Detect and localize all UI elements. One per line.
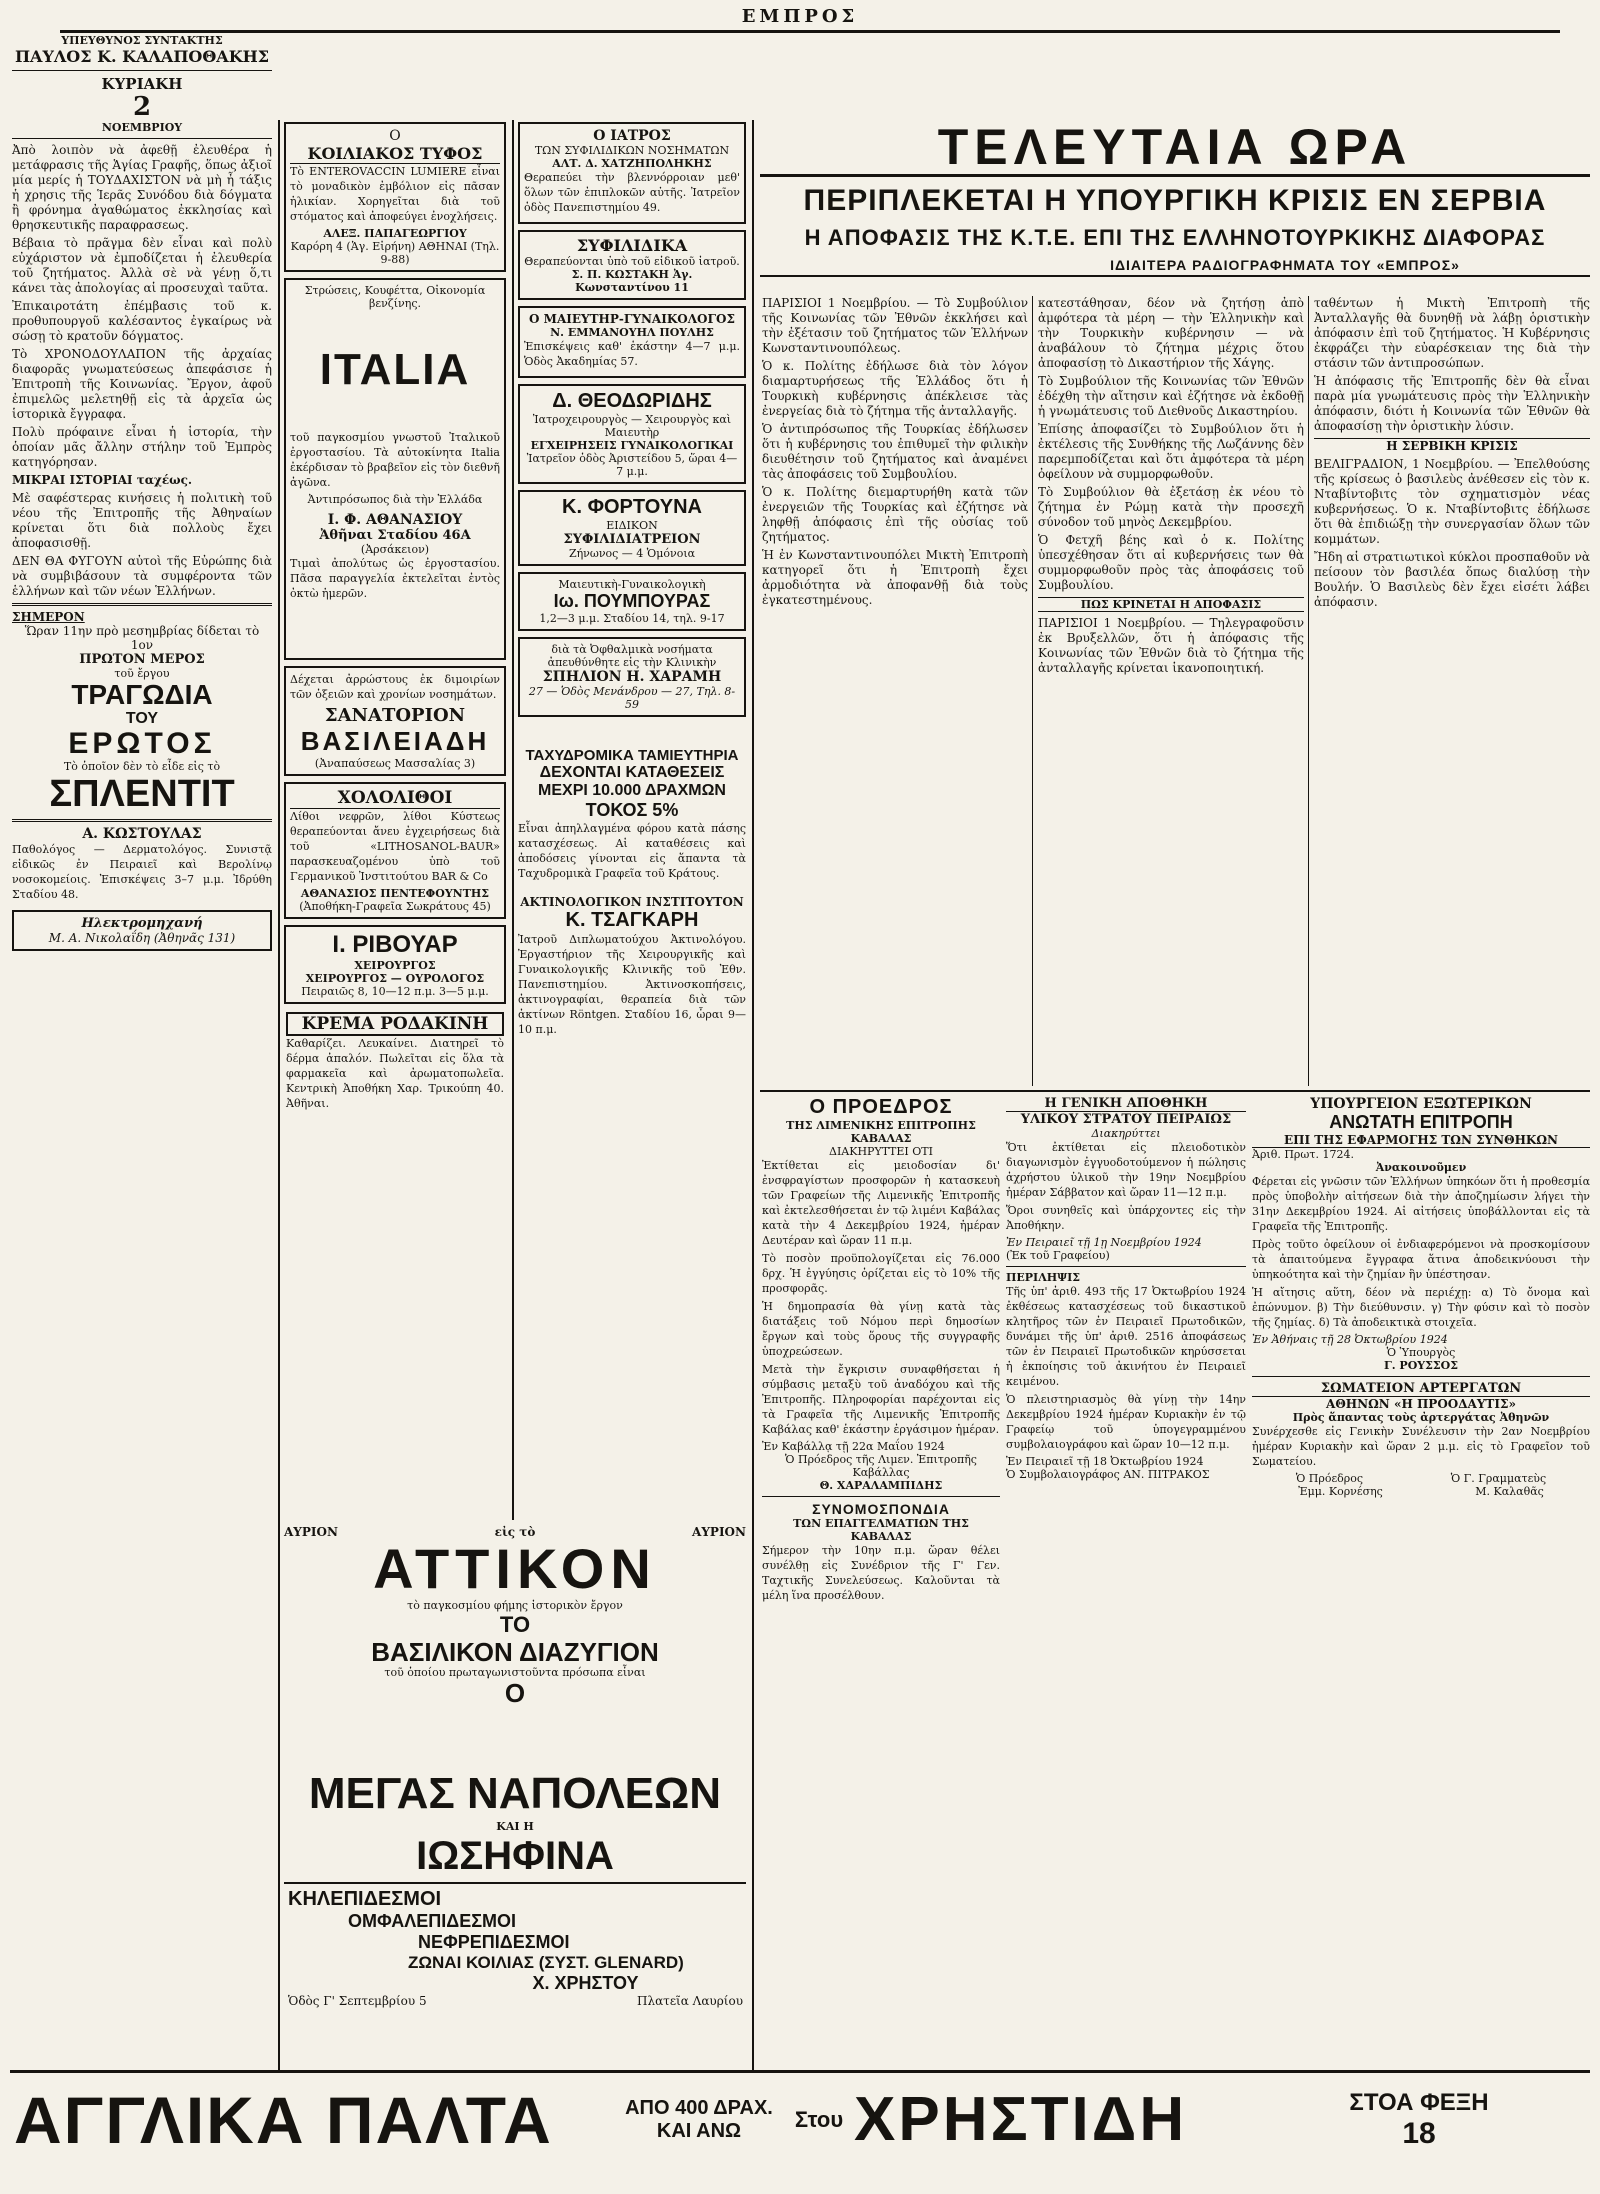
month-name: ΝΟΕΜΒΡΙΟΥ bbox=[101, 121, 183, 134]
bandages-ad bbox=[288, 1888, 743, 2008]
depot-sub: Διακηρύττει bbox=[1091, 1127, 1161, 1140]
fortuna-ad bbox=[518, 490, 746, 566]
tragedy-title: ΤΡΑΓΩΔΙΑ bbox=[71, 679, 213, 710]
splendid-title: ΣΠΛΕΝΤΙΤ bbox=[49, 773, 235, 815]
eye-clinic-addr: 27 — Ὁδὸς Μενάνδρου — 27, Τηλ. 8-59 bbox=[528, 685, 736, 711]
news-divider bbox=[1308, 296, 1309, 1086]
kai-label: ΚΑΙ Η bbox=[496, 1820, 534, 1833]
news-paragraph: Ἡ ἀπόφασις τῆς Ἐπιτροπῆς δὲν θὰ εἶναι παρὰ μία γνωμάτευσις πρὸς τὴν Ἑλληνικὴν ἀπόφασιν, διότι ἡ Κοινωνία τῶν Ἐθνῶν θὰ ἀποφασίσῃ τὴν ὁριστικὴν λύσιν. bbox=[1314, 374, 1590, 433]
bakers-union-title: ΑΘΗΝΩΝ «Η ΠΡΟΟΔΑΥΤΙΣ» bbox=[1326, 1397, 1516, 1411]
headline-3: ΙΔΙΑΙΤΕΡΑ ΡΑΔΙΟΓΡΑΦΗΜΑΤΑ ΤΟΥ «ΕΜΠΡΟΣ» bbox=[760, 255, 1590, 277]
left-column bbox=[12, 34, 272, 951]
typhoid-shop: ΑΛΕΞ. ΠΑΠΑΓΕΩΡΓΙΟΥ bbox=[323, 227, 467, 240]
news-col-3 bbox=[1314, 296, 1590, 613]
news-paragraph: Ἤδη αἱ στρατιωτικοὶ κύκλοι προσπαθοῦν νὰ πείσουν τὸν βασιλέα ὅπως διαλύσῃ τὴν Βουλήν. Ὁ Βασιλεὺς δὲν ἔχει εἰσέτι λάβει ἀπόφασιν. bbox=[1314, 550, 1590, 609]
italia-repr: Ἀντιπρόσωπος διὰ τὴν Ἑλλάδα bbox=[307, 493, 483, 506]
doctor-sub: ΤΩΝ ΣΥΦΙΛΙΔΙΚΩΝ ΝΟΣΗΜΑΤΩΝ bbox=[534, 144, 730, 157]
midwife-title: Ο ΜΑΙΕΥΤΗΡ-ΓΥΝΑΙΚΟΛΟΓΟΣ bbox=[529, 312, 735, 326]
italia-text: τοῦ παγκοσμίου γνωστοῦ Ἰταλικοῦ ἐργοστασίου. Τὰ αὐτοκίνητα Italia ἐκέρδισαν τὸ βραβεῖον εἰς τὸν διεθνῆ ἀγῶνα. bbox=[290, 431, 500, 489]
left-paragraph: Ἀπὸ λοιπὸν νὰ ἀφεθῇ ἐλευθέρα ἡ μετάφρασις τῆς Ἁγίας Γραφῆς, ὅπως ἀξιοῖ μία μερίς ἡ ΤΟΥΔΑΧΙΣΤΟΝ νὰ μὴ ἦ τάξις ἡ χρησις τῆς Ἱερᾶς Συνόδου διὰ δόγματα ἢ φρόνημα ἀγαθώματος ἐκκλησίας καὶ θρησκευτικῆς παραφρασεως. bbox=[12, 143, 272, 232]
news-paragraph: Ὁ κ. Πολίτης ἐδήλωσε διὰ τὸν λόγον διαμαρτυρήσεως τῆς Ἑλλάδος ὅτι ἡ Τουρκικὴ κυβέρνησις ἀπέκλεισε τὰς ἐνεργείας διὰ τὸ ζήτημα τῆς ἀνταλλαγῆς. bbox=[762, 359, 1028, 418]
news-paragraph: Ὁ κ. Πολίτης διεμαρτυρήθη κατὰ τῶν ἐνεργειῶν τῆς Τουρκίας καὶ ἐζήτησε νὰ ληφθῇ ἀπόφασις ἐπὶ τῆς οὐσίας τοῦ ζητήματος. bbox=[762, 485, 1028, 544]
doctor-ad bbox=[518, 122, 746, 224]
syphilis-ad bbox=[518, 230, 746, 300]
column-divider bbox=[752, 120, 754, 2070]
headline-1: ΠΕΡΙΠΛΕΚΕΤΑΙ Η ΥΠΟΥΡΓΙΚΗ ΚΡΙΣΙΣ ΕΝ ΣΕΡΒΙΑ bbox=[803, 184, 1547, 217]
to-label: ΤΟ bbox=[499, 1612, 531, 1637]
harbour-text: Ἐκτίθεται εἰς μειοδοσίαν δι' ἐνσφραγίστων προσφορῶν ἡ κατασκευὴ τῶν Γραφείων τῆς Λιμενικῆς Ἐπιτροπῆς καὶ ἐκτελεσθήσεται ἐν τῷ λιμένι Καβάλας κατὰ τὴν 4 Δεκεμβρίου 1924, ἡμέραν Δευτέραν καὶ ὥραν 11 π.μ. bbox=[762, 1159, 1000, 1247]
film-desc: τὸ παγκοσμίου φήμης ἱστορικὸν ἔργον bbox=[407, 1599, 623, 1612]
erotos-title: ΕΡΩΤΟΣ bbox=[68, 727, 216, 760]
syphilis-title: ΣΥΦΙΛΙΔΙΚΑ bbox=[576, 236, 688, 255]
savings-text: Εἶναι ἀπηλλαγμένα φόρου κατὰ πάσης κατασχέσεως. Αἱ καταθέσεις καὶ ἀποδόσεις γίνονται εἰς ἅπαντα τὰ Ταχυδρομικὰ Γραφεῖα τοῦ Κράτους. bbox=[518, 822, 746, 880]
news-paragraph: κατεστάθησαν, δέον νὰ ζητήσῃ ἀπὸ ἀμφότερα τὰ μέρη — τὴν Ἑλληνικὴν καὶ τὴν Τουρκικὴν κυβέρνησιν — νὰ ἀναβάλουν τὸ ζήτημα μέχρις ὅτου ἀποφασίσῃ τὸ Δικαστήριον τῆς Χάγης. bbox=[1038, 296, 1304, 370]
footer-coats: ΑΓΓΛΙΚΑ ΠΑΛΤΑ bbox=[14, 2083, 553, 2157]
union-title: ΣΥΝΟΜΟΣΠΟΝΔΙΑ bbox=[812, 1501, 950, 1517]
ministry-title: ΑΝΩΤΑΤΗ ΕΠΙΤΡΟΠΗ bbox=[1329, 1112, 1513, 1132]
kostoulas-text: Παθολόγος — Δερματολόγος. Συνιστᾷ εἰδικῶς ἐν Πειραιεῖ καὶ Βερολίνῳ νοσοκομείοις. Ἐπισκέψεις 3–7 μ.μ. Ἰδρύθη Σταδίου 48. bbox=[12, 843, 272, 901]
eye-clinic-text: διὰ τὰ Ὀφθαλμικὰ νοσήματα ἀπευθύνθητε εἰς τὴν Κλινικὴν bbox=[547, 643, 717, 669]
sanatorium-text: (Ἀναπαύσεως Μασσαλίας 3) bbox=[314, 757, 476, 770]
harbour-signer: Θ. ΧΑΡΑΛΑΜΠΙΔΗΣ bbox=[819, 1479, 943, 1492]
depot-sign: (Ἐκ τοῦ Γραφείου) bbox=[1006, 1249, 1110, 1262]
savings-line: ΜΕΧΡΙ 10.000 ΔΡΑΧΜΩΝ bbox=[538, 782, 726, 799]
ministry-date: Ἐν Ἀθήναις τῇ 28 Ὀκτωβρίου 1924 bbox=[1252, 1333, 1448, 1346]
bandage-addr: Ὁδὸς Γ' Σεπτεμβρίου 5 bbox=[288, 1994, 427, 2008]
news-subhead: ΠΩΣ ΚΡΙΝΕΤΑΙ Η ΑΠΟΦΑΣΙΣ bbox=[1038, 597, 1304, 612]
news-paragraph: ΒΕΛΙΓΡΑΔΙΟΝ, 1 Νοεμβρίου. — Ἐπελθούσης τῆς κρίσεως ὁ βασιλεὺς ἀνέθεσεν εἰς τὸν κ. Νταβίντοβιτς τὸν σχηματισμὸν νέας κυβερνήσεως. Ὁ κ. Νταβίντοβιτς ἐδήλωσε ὅτι θὰ ἐπιδιώξῃ τὴν συνεργασίαν ὅλων τῶν κομμάτων. bbox=[1314, 457, 1590, 546]
gallstones-title: ΧΟΛΟΛΙΘΟΙ bbox=[290, 788, 500, 809]
first-label: 1ον bbox=[130, 638, 154, 652]
bakers-sign-role: Ὁ Πρόεδρος bbox=[1295, 1472, 1364, 1485]
tomorrow-mid: εἰς τὸ bbox=[494, 1525, 536, 1539]
theodoridis-name: Δ. ΘΕΟΔΩΡΙΔΗΣ bbox=[552, 390, 712, 412]
gallstones-addr: (Ἀποθήκη-Γραφεῖα Σωκράτους 45) bbox=[299, 900, 491, 913]
poumpouras-ad bbox=[518, 572, 746, 631]
bakers-union-text: Συνέρχεσθε εἰς Γενικὴν Συνέλευσιν τὴν 2αν Νοεμβρίου ἡμέραν Κυριακὴν καὶ ὥραν 2 μ.μ. εἰς τὸ Γραφεῖον τοῦ Σωματείου. bbox=[1252, 1425, 1590, 1468]
news-paragraph: Τὸ Συμβούλιον τῆς Κοινωνίας τῶν Ἐθνῶν ἐδέχθη τὴν αἴτησιν καὶ ἐζήτησε νὰ ἐκδοθῇ ἡ γνωμάτευσις τοῦ Διεθνοῦς Δικαστηρίου. bbox=[1038, 374, 1304, 418]
sanatorium-ad bbox=[284, 666, 506, 776]
summary-date: Ἐν Πειραιεῖ τῇ 18 Ὀκτωβρίου 1924 bbox=[1006, 1455, 1204, 1468]
fortuna-addr: Ζήνωνος — 4 Ὁμόνοια bbox=[568, 547, 696, 560]
harbour-sub2: ΔΙΑΚΗΡΥΤΤΕΙ ΟΤΙ bbox=[829, 1145, 933, 1158]
union-text: Σήμερον τὴν 10ην π.μ. ὥραν θέλει συνέλθῃ εἰς Συνέδριον τῆς Γ' Γεν. Ταχτικῆς Συνελεύσεως. Καλοῦνται τὰ μέλη ἵνα προσέλθουν. bbox=[762, 1544, 1000, 1602]
of-work-label: τοῦ ἔργου bbox=[114, 667, 170, 680]
left-paragraph: Βέβαια τὸ πρᾶγμα δὲν εἶναι καὶ πολὺ εὐχάριστον νὰ ἐμποδίζεται ἡ ἐλευθερία τοῦ ζητήματος. Ἀλλὰ σὲ νὰ γένῃ ὅ,τι κάνει τὰς ἀπολογίας αἱ προσευχαὶ ταῦτα. bbox=[12, 236, 272, 295]
fortuna-name: Κ. ΦΟΡΤΟΥΝΑ bbox=[562, 496, 702, 518]
film-title: ΒΑΣΙΛΙΚΟΝ ΔΙΑΖΥΓΙΟΝ bbox=[371, 1637, 659, 1667]
depot-text: Ὅροι συνηθεῖς καὶ ὑπάρχοντες εἰς τὴν Ἀποθήκην. bbox=[1006, 1204, 1246, 1232]
ministry-num: Ἀριθ. Πρωτ. 1724. bbox=[1252, 1148, 1354, 1161]
gallstones-agent: ΑΘΑΝΑΣΙΟΣ ΠΕΝΤΕΦΟΥΝΤΗΣ bbox=[300, 887, 490, 900]
news-paragraph: Ἡ ἐν Κωνσταντινουπόλει Μικτὴ Ἐπιτροπὴ κατηγορεῖ ὅτι ἡ Ἐπιτροπὴ ἔχει ἀρμοδιότητα νὰ ἀποφανθῇ διὰ τοὺς ἐγκατεστημένους. bbox=[762, 548, 1028, 607]
tomorrow-label: ΑΥΡΙΟΝ bbox=[284, 1525, 338, 1539]
ministry-text: Πρὸς τοῦτο ὀφείλουν οἱ ἐνδιαφερόμενοι νὰ προσκομίσουν τὰ ἀπαιτούμενα ἔγγραφα ἅτινα ἀποδεικνύουσι τὴν ὑπηκοότητα καὶ τὴν ζημίαν ἣν ὑπέστησαν. bbox=[1252, 1238, 1590, 1281]
typhoid-addr: Καρόρη 4 (Ἁγ. Εἰρήνη) ΑΘΗΝΑΙ (Τηλ. 9-88) bbox=[290, 240, 500, 266]
ministry-sign-role: Ὁ Ὑπουργὸς bbox=[1386, 1346, 1456, 1359]
footer-ad bbox=[14, 2078, 1590, 2162]
ministry-title: ΥΠΟΥΡΓΕΙΟΝ ΕΞΩΤΕΡΙΚΩΝ bbox=[1310, 1096, 1532, 1112]
column-divider bbox=[278, 120, 280, 2070]
harbour-title: Ο ΠΡΟΕΔΡΟΣ bbox=[809, 1096, 953, 1118]
sanatorium-intro: Δέχεται ἀρρώστους ἐκ διμοιρίων τῶν ὀξειῶν καὶ χρονίων νοσημάτων. bbox=[290, 673, 500, 701]
athanasiou-sub: (Ἀρσάκειον) bbox=[360, 543, 430, 556]
army-depot-notice bbox=[1006, 1096, 1246, 1481]
eye-clinic-ad bbox=[518, 637, 746, 717]
tomorrow-label: ΑΥΡΙΟΝ bbox=[692, 1525, 746, 1539]
day-name: ΚΥΡΙΑΚΗ bbox=[101, 75, 183, 93]
fortuna-sub: ΕΙΔΙΚΟΝ bbox=[606, 519, 658, 532]
footer-price-block bbox=[614, 2097, 784, 2143]
news-subhead: Η ΣΕΡΒΙΚΗ ΚΡΙΣΙΣ bbox=[1314, 438, 1590, 453]
not-seen-text: Τὸ ὁποῖον δὲν τὸ εἶδε εἰς τὸ bbox=[63, 760, 221, 773]
radiology-text: Ἰατροῦ Διπλωματούχου Ἀκτινολόγου. Ἐργαστήριον τῆς Χειρουργικῆς καὶ Γυναικολογικῆς Κλινικῆς τοῦ Ἐθν. Πανεπιστημίου. Ἀκτινοσκοπήσεις, ἀκτινογραφίαι, θεραπεία διὰ τῶν ἀκτίνων Röntgen. Σταδίου 16, ὧραι 9—10 π.μ. bbox=[518, 933, 746, 1036]
athanasiou-text: Τιμαὶ ἀπολύτως ὡς ἐργοστασίου. Πᾶσα παραγγελία ἐκτελεῖται ἐντὸς ὀκτὼ ἡμερῶν. bbox=[290, 557, 500, 600]
union-sub: ΤΩΝ ΕΠΑΓΓΕΛΜΑΤΙΩΝ ΤΗΣ ΚΑΒΑΛΑΣ bbox=[793, 1517, 969, 1543]
headline-2: Η ΑΠΟΦΑΣΙΣ ΤΗΣ Κ.Τ.Ε. ΕΠΙ ΤΗΣ ΕΛΛΗΝΟΤΟΥΡΚΙΚΗΣ ΔΙΑΦΟΡΑΣ bbox=[804, 225, 1546, 250]
syphilis-doctor: Σ. Π. ΚΩΣΤΑΚΗ Ἀγ. Κωνσταντίνου 11 bbox=[571, 268, 693, 294]
bandage-line: ΝΕΦΡΕΠΙΔΕΣΜΟΙ bbox=[418, 1932, 570, 1952]
typhoid-text: Τὸ ENTEROVACCIN LUMIERE εἶναι τὸ μοναδικὸν ἐμβόλιον εἰς πᾶσαν ἡλικίαν. Χορηγεῖται διὰ τοῦ στόματος καὶ ἀποφεύγει ἐνοχλήσεις. bbox=[290, 165, 500, 223]
today-text: Ὥραν 11ην πρὸ μεσημβρίας δίδεται τὸ bbox=[24, 624, 260, 638]
news-paragraph: ΠΑΡΙΣΙΟΙ 1 Νοεμβρίου. — Τὸ Συμβούλιον τῆς Κοινωνίας τῶν Ἐθνῶν ἐκκλήσει καὶ τὴν ἐξέτασιν τοῦ ζητήματος τῶν Ἑλλήνων Κωνσταντινουπόλεως. bbox=[762, 296, 1028, 355]
depot-text: Ὅτι ἐκτίθεται εἰς πλειοδοτικὸν διαγωνισμὸν ἐγγυοδοτούμενον ἡ πώλησις ἀχρήστου ὑλικοῦ τὴν 19ην Νοεμβρίου ἡμέραν Σάββατον καὶ ὥραν 11—12 π.μ. bbox=[1006, 1141, 1246, 1199]
left-paragraph: Μὲ σαφέστερας κινήσεις ἡ πολιτικὴ τοῦ νέου τῆς Ἐπιτροπῆς τῆς Ἀθηναίων κρίνεται ὅτι διὰ πολλοὺς ἔχει ἀποφασισθῇ. bbox=[12, 491, 272, 550]
typhoid-o: Ο bbox=[389, 128, 401, 144]
depot-title: ΥΛΙΚΟΥ ΣΤΡΑΤΟΥ ΠΕΙΡΑΙΩΣ bbox=[1020, 1112, 1232, 1127]
bandage-line: ΟΜΦΑΛΕΠΙΔΕΣΜΟΙ bbox=[348, 1911, 517, 1931]
news-col-2 bbox=[1038, 296, 1304, 679]
attikon-ad bbox=[284, 1525, 746, 1770]
bakers-union-title: ΣΩΜΑΤΕΙΟΝ ΑΡΤΕΡΓΑΤΩΝ bbox=[1252, 1381, 1590, 1397]
bandage-line: ΚΗΛΕΠΙΔΕΣΜΟΙ bbox=[288, 1888, 442, 1910]
footer-rule bbox=[10, 2070, 1590, 2073]
sanatorium-name: ΒΑΣΙΛΕΙΑΔΗ bbox=[300, 726, 490, 756]
kostoulas-name: Α. ΚΩΣΤΟΥΛΑΣ bbox=[82, 826, 202, 842]
savings-rate: ΤΟΚΟΣ 5% bbox=[585, 800, 679, 820]
doctor-text: Θεραπεύει τὴν βλεννόρροιαν μεθ' ὅλων τῶν ἐπιπλοκῶν αὐτῆς. Ἰατρεῖον ὁδὸς Πανεπιστημίου 49. bbox=[524, 171, 740, 214]
divider bbox=[284, 1882, 746, 1884]
rivouar-role: ΧΕΙΡΟΥΡΓΟΣ bbox=[354, 959, 436, 972]
news-paragraph: Ἐπίσης ἀποφασίζει τὸ Συμβούλιον ὅτι ἡ ἐκτέλεσις τῆς Συνθήκης τῆς Λωζάννης δὲν παρεμποδίζεται καὶ ὅτι ἀμφότερα τὰ μέρη ὀφείλουν νὰ συμμορφωθοῦν. bbox=[1038, 422, 1304, 481]
harbour-sub: ΤΗΣ ΛΙΜΕΝΙΚΗΣ ΕΠΙΤΡΟΠΗΣ ΚΑΒΑΛΑΣ bbox=[786, 1119, 976, 1145]
syphilis-text: Θεραπεύονται ὑπὸ τοῦ εἰδικοῦ ἰατροῦ. bbox=[524, 255, 740, 268]
ministry-notice bbox=[1252, 1096, 1590, 1498]
italia-top: Στρώσεις, Κουφέττα, Οἰκονομία βενζίνης. bbox=[304, 284, 486, 310]
masthead-rule bbox=[60, 30, 1560, 33]
krema-ad bbox=[284, 1010, 506, 1116]
news-paragraph: Τὸ Συμβούλιον θὰ ἐξετάσῃ ἐκ νέου τὸ ζήτημα ἐν Ρώμῃ κατὰ τὴν προσεχῆ σύνοδον τοῦ μηνὸς Δεκεμβρίου. bbox=[1038, 485, 1304, 529]
depot-title: Η ΓΕΝΙΚΗ ΑΠΟΘΗΚΗ bbox=[1006, 1096, 1246, 1112]
tou-label: ΤΟΥ bbox=[125, 710, 159, 727]
footer-address bbox=[1334, 2089, 1504, 2151]
athanasiou-name: Ι. Φ. ΑΘΑΝΑΣΙΟΥ bbox=[327, 512, 463, 528]
theodoridis-title: ΕΓΧΕΙΡΗΣΕΙΣ ΓΥΝΑΙΚΟΛΟΓΙΚΑΙ bbox=[530, 439, 734, 452]
o-label: Ο bbox=[504, 1678, 526, 1708]
ministry-text: Ἡ αἴτησις αὕτη, δέον νὰ περιέχῃ: α) Τὸ ὄνομα καὶ ἐπώνυμον. β) Τὴν διεύθυνσιν. γ) Τὴν φύσιν καὶ τὸ ποσὸν τῆς ζημίας. δ) Τὰ ἀποδεικτικὰ στοιχεῖα. bbox=[1252, 1286, 1590, 1329]
ads-column-2 bbox=[284, 122, 506, 1116]
editor-name: ΠΑΥΛΟΣ Κ. ΚΑΛΑΠΟΘΑΚΗΣ bbox=[14, 47, 270, 66]
harbour-text: Ἡ δημοπρασία θὰ γίνῃ κατὰ τὰς διατάξεις τοῦ Νόμου περὶ δημοσίων ἔργων καὶ τοὺς ὅρους τῆς συγγραφῆς ὑποχρεώσεων. bbox=[762, 1300, 1000, 1358]
bandage-line: ΖΩΝΑΙ ΚΟΙΛΙΑΣ (ΣΥΣΤ. GLENARD) bbox=[408, 1953, 684, 1972]
midwife-name: Ν. ΕΜΜΑΝΟΥΗΛ ΠΟΥΛΗΣ bbox=[550, 326, 714, 339]
theodoridis-role: Ἰατροχειρουργὸς — Χειρουργὸς καὶ Μαιευτὴρ bbox=[532, 413, 732, 439]
typhoid-title: ΚΟΙΛΙΑΚΟΣ ΤΥΦΟΣ bbox=[290, 144, 500, 164]
poumpouras-role: Μαιευτικὴ-Γυναικολογικὴ bbox=[558, 578, 706, 591]
electro-addr: Μ. Α. Νικολαΐδη (Ἀθηνᾶς 131) bbox=[48, 931, 236, 945]
savings-line: ΔΕΧΟΝΤΑΙ ΚΑΤΑΘΕΣΕΙΣ bbox=[539, 764, 725, 781]
bandage-shop-name: Χ. ΧΡΗΣΤΟΥ bbox=[532, 1973, 639, 1993]
summary-sign: Ὁ Συμβολαιογράφος ΑΝ. ΠΙΤΡΑΚΟΣ bbox=[1006, 1468, 1210, 1481]
part-label: ΠΡΩΤΟΝ ΜΕΡΟΣ bbox=[79, 652, 205, 667]
column-divider bbox=[512, 120, 514, 1520]
harbour-text: Τὸ ποσὸν προϋπολογίζεται εἰς 76.000 δρχ. Ἡ ἐγγύησις ὁρίζεται εἰς τὸ 10% τῆς προσφορᾶς. bbox=[762, 1252, 1000, 1295]
rivouar-name: Ι. ΡΙΒΟΥΑΡ bbox=[332, 931, 458, 958]
krema-title: ΚΡΕΜΑ ΡΟΔΑΚΙΝΗ bbox=[286, 1012, 504, 1036]
rivouar-ad bbox=[284, 925, 506, 1004]
radiology-name: Κ. ΤΣΑΓΚΑΡΗ bbox=[565, 909, 699, 931]
news-section bbox=[760, 120, 1590, 277]
news-divider bbox=[1032, 296, 1033, 1086]
doctor-name: ΑΛΤ. Δ. ΧΑΤΖΗΠΟΛΗΚΗΣ bbox=[552, 157, 712, 170]
news-paragraph: Ὁ Φετχῆ βέης καὶ ὁ κ. Πολίτης ὑπεσχέθησαν ὅτι αἱ κυβερνήσεις των θὰ συμμορφωθοῦν πρὸς τὰς ἀποφάσεις τοῦ Συμβουλίου. bbox=[1038, 533, 1304, 592]
news-paragraph: ταθέντων ἡ Μικτὴ Ἐπιτροπὴ τῆς Ἀνταλλαγῆς θὰ δυνηθῇ νὰ λάβῃ ὁριστικὴν ἀπόφασιν ἐπὶ τοῦ ζητήματος. Ἡ Κυβέρνησις ἐκφράζει τὴν εὐαρέσκειαν της διὰ τὴν στάσιν τῶν ἀντιπροσώπων. bbox=[1314, 296, 1590, 370]
radiology-title: ΑΚΤΙΝΟΛΟΓΙΚΟΝ ΙΝΣΤΙΤΟΥΤΟΝ bbox=[520, 895, 744, 909]
eye-clinic-name: ΣΠΗΛΙΟΝ Η. ΧΑΡΑΜΗ bbox=[542, 669, 722, 685]
left-paragraph: ΜΙΚΡΑΙ ΙΣΤΟΡΙΑΙ ταχέως. bbox=[12, 473, 193, 487]
date-number: 2 bbox=[132, 92, 152, 122]
left-paragraph: ΔΕΝ ΘΑ ΦΥΓΟΥΝ αὐτοὶ τῆς Εὐρώπης διὰ νὰ συμβιβάσουν τὰ συμφέροντα τῶν ἑλλήνων καὶ τῶν νέων Ἑλλήνων. bbox=[12, 554, 272, 598]
news-col-1 bbox=[762, 296, 1028, 611]
footer-price: ΑΠΟ 400 ΔΡΑΧ. bbox=[625, 2097, 773, 2119]
midwife-ad bbox=[518, 306, 746, 378]
news-paragraph: Ὁ ἀντιπρόσωπος τῆς Τουρκίας ἐδήλωσεν ὅτι ἡ κυβέρνησις του ἐπιθυμεῖ τὴν φιλικὴν διευθέτησιν τοῦ ζητήματος καὶ ἀναμένει τὰς ἀποφάσεις τοῦ Συμβουλίου. bbox=[762, 422, 1028, 481]
electro-ad bbox=[12, 910, 272, 951]
bakers-union-sub: Πρὸς ἅπαντας τοὺς ἀρτεργάτας Ἀθηνῶν bbox=[1292, 1411, 1550, 1424]
ministry-text: Φέρεται εἰς γνῶσιν τῶν Ἑλλήνων ὑπηκόων ὅτι ἡ προθεσμία πρὸς ὑποβολὴν αἰτήσεων διὰ τὴν ἀποζημίωσιν λήγει τὴν 31ην Δεκεμβρίου 1924. Αἱ αἰτήσεις ὑποβάλλονται εἰς τὰ Γραφεῖα τῆς Ἐπιτροπῆς. bbox=[1252, 1175, 1590, 1233]
news-paragraph: ΠΑΡΙΣΙΟΙ 1 Νοεμβρίου. — Τηλεγραφοῦσιν ἐκ Βρυξελλῶν, ὅτι ἡ ἀπόφασις τῆς Κοινωνίας τῶν Ἐθνῶν διὰ τὸ ζήτημα τῆς ἀνταλλαγῆς κρίνεται ἱκανοποιητική. bbox=[1038, 616, 1304, 675]
harbour-date: Ἐν Καβάλλᾳ τῇ 22α Μαΐου 1924 bbox=[762, 1440, 945, 1453]
savings-ad bbox=[518, 747, 746, 881]
masthead: ΕΜΠΡΟΣ bbox=[741, 6, 859, 27]
editor-label: ΥΠΕΥΘΥΝΟΣ ΣΥΝΤΑΚΤΗΣ bbox=[61, 34, 223, 47]
summary-text: Τῆς ὑπ' ἀριθ. 493 τῆς 17 Ὀκτωβρίου 1924 ἐκθέσεως κατασχέσεως τοῦ δικαστικοῦ κλητῆρος τῶν ἐν Πειραιεῖ Πρωτοδικῶν, δυνάμει τῆς ὑπ' ἀριθ. 2516 ἀποφάσεως τῶν ἐν Πειραιεῖ Πρωτοδικῶν κηρύσσεται ἡ ἐκποίησις τοῦ ἀκινήτου ἐν Πειραιεῖ κειμένου. bbox=[1006, 1285, 1246, 1388]
ministry-title: ΕΠΙ ΤΗΣ ΕΦΑΡΜΟΓΗΣ ΤΩΝ ΣΥΝΘΗΚΩΝ bbox=[1252, 1133, 1590, 1148]
gallstones-ad bbox=[284, 782, 506, 919]
harbour-signer-role: Ὁ Πρόεδρος τῆς Λιμεν. Ἐπιτροπῆς Καβάλλας bbox=[785, 1453, 977, 1479]
divider bbox=[760, 1090, 1590, 1092]
footer-shop: ΧΡΗΣΤΙΔΗ bbox=[854, 2085, 1188, 2154]
harbour-text: Μετὰ τὴν ἔγκρισιν συναφθήσεται ἡ σύμβασις μεταξὺ τοῦ ἀναδόχου καὶ τῆς Ἐπιτροπῆς. Πληροφορίαι παρέχονται εἰς τὰ Γραφεῖα τῆς Λιμενικῆς Ἐπιτροπῆς Καβάλας καθ' ἑκάστην ἐργάσιμον ἡμέραν. bbox=[762, 1363, 1000, 1436]
ads-column-3 bbox=[518, 122, 746, 1040]
footer-and-up: ΚΑΙ ΑΝΩ bbox=[656, 2120, 742, 2142]
italia-ad bbox=[284, 278, 506, 660]
depot-date: Ἐν Πειραιεῖ τῇ 1ῃ Νοεμβρίου 1924 bbox=[1006, 1236, 1202, 1249]
josephine-title: ΙΩΣΗΦΙΝΑ bbox=[416, 1834, 614, 1878]
left-paragraph: Πολὺ πρόφαινε εἶναι ἡ ἱστορία, τὴν ὁποίαν μᾶς ἄλλην στήλην τοῦ Ἐμπρὸς κατηγόρησαν. bbox=[12, 425, 272, 469]
poumpouras-name: Ιω. ΠΟΥΜΠΟΥΡΑΣ bbox=[553, 591, 711, 611]
banner-headline: ΤΕΛΕΥΤΑΙΑ ΩΡΑ bbox=[760, 120, 1590, 177]
italia-logo: ITALIA bbox=[319, 345, 471, 394]
bandage-addr: Πλατεῖα Λαυρίου bbox=[637, 1994, 743, 2008]
bakers-sign-role: Ὁ Γ. Γραμματεὺς bbox=[1450, 1472, 1547, 1485]
ministry-head: Ἀνακοινοῦμεν bbox=[1375, 1161, 1467, 1174]
theodoridis-ad bbox=[518, 384, 746, 484]
summary-head: ΠΕΡΙΛΗΨΙΣ bbox=[1006, 1271, 1081, 1284]
theodoridis-text: Ἰατρεῖον ὁδὸς Ἀριστείδου 5, ὥραι 4—7 μ.μ. bbox=[526, 452, 738, 478]
bakers-sign-name: Ἐμμ. Κορνέσης bbox=[1298, 1485, 1383, 1498]
footer-number: 18 bbox=[1402, 2117, 1436, 2150]
footer-stoa: ΣΤΟΑ ΦΕΞΗ bbox=[1349, 2089, 1489, 2116]
athanasiou-addr: Ἀθῆναι Σταδίου 46Α bbox=[319, 528, 471, 543]
ministry-sign: Γ. ΡΟΥΣΣΟΣ bbox=[1383, 1359, 1459, 1372]
midwife-text: Ἐπισκέψεις καθ' ἑκάστην 4—7 μ.μ. Ὁδὸς Ἀκαδημίας 57. bbox=[524, 340, 740, 368]
napoleon-title: ΜΕΓΑΣ ΝΑΠΟΛΕΩΝ bbox=[308, 1769, 722, 1818]
rivouar-role: ΧΕΙΡΟΥΡΓΟΣ — ΟΥΡΟΛΟΓΟΣ bbox=[305, 972, 485, 985]
summary-text: Ὁ πλειστηριασμὸς θὰ γίνῃ τὴν 14ην Δεκεμβρίου 1924 ἡμέραν Κυριακὴν ἐν τῷ Γραφείῳ τοῦ ὑπογεγραμμένου συμβολαιογράφου καὶ ὥραν 10—12 π.μ. bbox=[1006, 1393, 1246, 1451]
radiology-ad bbox=[518, 895, 746, 1037]
typhoid-ad bbox=[284, 122, 506, 272]
today-label: ΣΗΜΕΡΟΝ bbox=[12, 610, 85, 624]
poumpouras-addr: 1,2—3 μ.μ. Σταδίου 14, τηλ. 9-17 bbox=[539, 612, 725, 625]
left-paragraph: Τὸ ΧΡΟΝΟΔΟΥΛΑΠΟΝ τῆς ἀρχαίας διαφορᾶς γνωματεύσεως ἀπεφάσισε ἡ Ἐπιτροπὴ τῆς Κοινωνίας. Ἔργον, ἀφοῦ ἐπιμελῶς μελετηθῇ εἰς τὰ ἀρχεῖα ὡς ἱστορικὰ ἔγγραφα. bbox=[12, 347, 272, 421]
bakers-sign-name: Μ. Καλαθᾶς bbox=[1475, 1485, 1544, 1498]
theatre-name: ΑΤΤΙΚΟΝ bbox=[373, 1537, 657, 1600]
film-sub: τοῦ ὁποίου πρωταγωνιστοῦντα πρόσωπα εἶναι bbox=[384, 1666, 646, 1679]
sanatorium-title: ΣΑΝΑΤΟΡΙΟΝ bbox=[324, 705, 466, 726]
footer-sto: Στου bbox=[794, 2107, 844, 2132]
electro-title: Ηλεκτρομηχανή bbox=[81, 916, 203, 931]
gallstones-text: Λίθοι νεφρῶν, λίθοι Κύστεως θεραπεύονται ἄνευ ἐγχειρήσεως διὰ τοῦ «LITHOSANOL-BAUR» παρασκευαζομένου ὑπὸ τοῦ Γερμανικοῦ Ἰνστιτούτου BAR & Co bbox=[290, 810, 500, 883]
harbour-notice bbox=[762, 1096, 1000, 1606]
savings-title: ΤΑΧΥΔΡΟΜΙΚΑ ΤΑΜΙΕΥΤΗΡΙΑ bbox=[525, 747, 739, 764]
rivouar-addr: Πειραιῶς 8, 10—12 π.μ. 3—5 μ.μ. bbox=[301, 985, 489, 998]
doctor-title: Ο ΙΑΤΡΟΣ bbox=[593, 128, 671, 144]
fortuna-title: ΣΥΦΙΛΙΔΙΑΤΡΕΙΟΝ bbox=[563, 532, 701, 547]
left-paragraph: Ἐπικαιροτάτη ἐπέμβασις τοῦ κ. προθυπουργοῦ καλέσαντος ἐγκαίρως νὰ σώσῃ τὸ κρατοῦν δόγματος. bbox=[12, 299, 272, 343]
krema-text: Καθαρίζει. Λευκαίνει. Διατηρεῖ τὸ δέρμα ἀπαλόν. Πωλεῖται εἰς ὅλα τὰ φαρμακεῖα καὶ ἀρωματοπωλεῖα. Κεντρικὴ Ἀποθήκη Χαρ. Τρικούπη 40. Ἀθῆναι. bbox=[286, 1037, 504, 1110]
